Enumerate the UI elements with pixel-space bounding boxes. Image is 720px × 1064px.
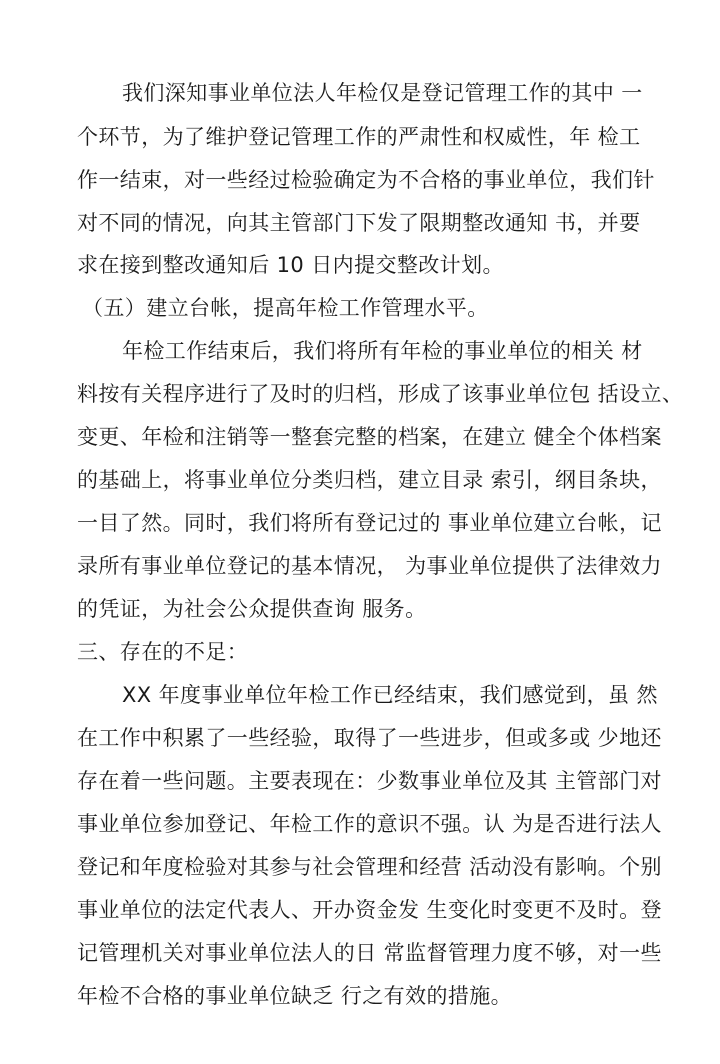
text-line: 个环节，为了维护登记管理工作的严肃性和权威性，年 检工 xyxy=(77,125,641,149)
section-heading: （五）建立台帐，提高年检工作管理水平。 xyxy=(82,296,489,320)
text-line: 记管理机关对事业单位法人的日 常监督管理力度不够，对一些 xyxy=(77,941,662,965)
text-line: 年检不合格的事业单位缺乏 行之有效的措施。 xyxy=(77,984,513,1008)
text-line: 在工作中积累了一些经验，取得了一些进步，但或多或 少地还 xyxy=(77,726,662,750)
text-line: 的基础上，将事业单位分类归档，建立目录 索引，纲目条块， xyxy=(77,468,662,492)
text-line: 料按有关程序进行了及时的归档，形成了该事业单位包 括设立、 xyxy=(77,382,684,406)
text-line: 作一结束，对一些经过检验确定为不合格的事业单位，我们针 xyxy=(77,168,655,192)
text-line: 的凭证，为社会公众提供查询 服务。 xyxy=(77,597,427,621)
text-line: 求在接到整改通知后 10 日内提交整改计划。 xyxy=(77,253,504,277)
text-line: 变更、年检和注销等一整套完整的档案，在建立 健全个体档案 xyxy=(77,425,662,449)
text-line: 事业单位参加登记、年检工作的意识不强。认 为是否进行法人 xyxy=(77,812,662,836)
text-line: 录所有事业单位登记的基本情况， 为事业单位提供了法律效力 xyxy=(77,554,662,578)
section-heading: 三、存在的不足： xyxy=(77,640,249,664)
text-line: 一目了然。同时，我们将所有登记过的 事业单位建立台帐，记 xyxy=(77,511,662,535)
text-line: 年检工作结束后，我们将所有年检的事业单位的相关 材 xyxy=(122,339,643,363)
text-line: 事业单位的法定代表人、开办资金发 生变化时变更不及时。登 xyxy=(77,898,662,922)
text-line: 登记和年度检验对其参与社会管理和经营 活动没有影响。个别 xyxy=(77,855,662,879)
text-line: 对不同的情况，向其主管部门下发了限期整改通知 书，并要 xyxy=(77,211,641,235)
text-line: 存在着一些问题。主要表现在：少数事业单位及其 主管部门对 xyxy=(77,769,662,793)
text-line: XX 年度事业单位年检工作已经结束，我们感觉到，虽 然 xyxy=(122,683,658,707)
text-line: 我们深知事业单位法人年检仅是登记管理工作的其中 一 xyxy=(122,81,643,105)
